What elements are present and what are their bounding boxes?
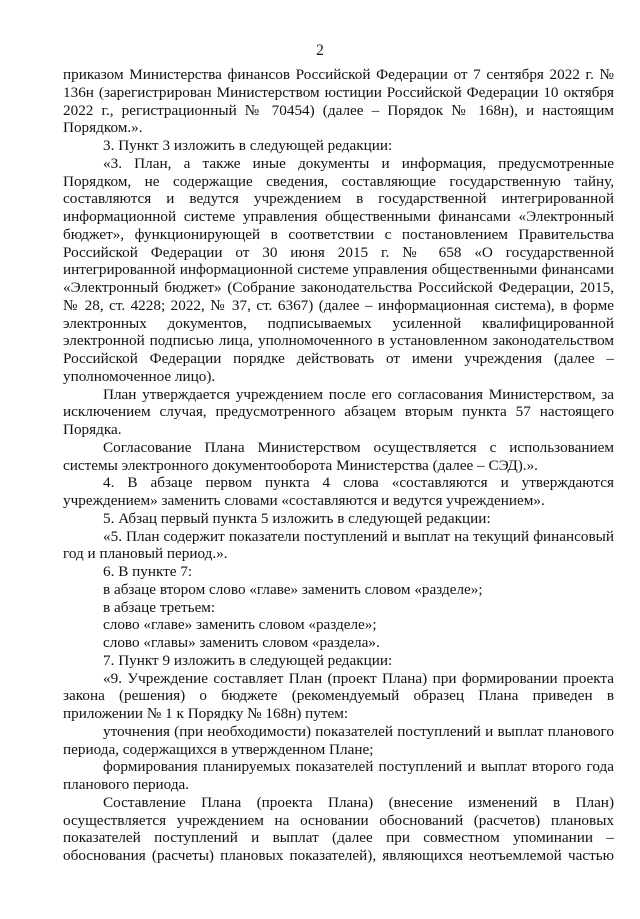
paragraph-10: в абзаце втором слово «главе» заменить словом «разделе»; (103, 580, 483, 598)
paragraph-8: «5. План содержит показатели поступлений и выплат на текущий финансовый год и плановый период.». (63, 527, 614, 563)
paragraph-2: 3. Пункт 3 изложить в следующей редакции: (103, 137, 393, 154)
paragraph-7: 5. Абзац первый пункта 5 изложить в следующей редакции: (103, 509, 491, 527)
paragraph-14: 7. Пункт 9 изложить в следующей редакции: (103, 651, 393, 669)
paragraph-5: Согласование Плана Министерством осуществляется с использованием системы электронного документооборота Министерства (далее – СЭД).». (63, 438, 614, 474)
paragraph-18: Составление Плана (проекта Плана) (внесение изменений в План) осуществляется учреждением на основании обоснований (расчетов) плановых показателей поступлений и выплат (далее при совместном упоминании – обоснования (расчеты) плановых показателей), являющихся неотъемлемой частью (63, 793, 614, 864)
document-body (63, 66, 614, 865)
paragraph-16: уточнения (при необходимости) показателей поступлений и выплат планового периода, содержащихся в утвержденном Плане; (63, 722, 614, 758)
paragraph-17: формирования планируемых показателей поступлений и выплат второго года планового периода. (63, 758, 614, 793)
paragraph-11: в абзаце третьем: (103, 598, 216, 616)
paragraph-6: 4. В абзаце первом пункта 4 слова «составляются и утверждаются учреждением» заменить словами «составляются и ведутся учреждением». (63, 474, 614, 509)
paragraph-4: План утверждается учреждением после его согласования Министерством, за исключением случая, предусмотренного абзацем вторым пункта 57 настоящего Порядка. (63, 385, 614, 438)
paragraph-3: «3. План, а также иные документы и информация, предусмотренные Порядком, не содержащие сведения, составляющие государственную тайну, составляются и ведутся учреждением в государственной интегрированной информационной системе управления общественными финансами «Электронный бюджет», функционирующей в соответствии с постановлением Правительства Российской Федерации от 30 июня 2015 г. № 658 «О государственной интегрированной информационной системе управления общественными финансами «Электронный бюджет» (Собрание законодательства Российской Федерации, 2015, № 28, ст. 4228; 2022, № 37, ст. 6367) (далее – информационная система), в форме электронных документов, подписываемых усиленной квалифицированной электронной подписью лица, уполномоченного в установленном законодательством Российской Федерации порядке действовать от имени учреждения (далее – уполномоченное лицо). (63, 154, 614, 385)
paragraph-12: слово «главе» заменить словом «разделе»; (103, 616, 377, 634)
page-number: 2 (316, 42, 324, 59)
paragraph-1: приказом Министерства финансов Российской Федерации от 7 сентября 2022 г. № 136н (зарегистрирован Министерством юстиции Российской Федерации 10 октября 2022 г., регистрационный № 70454) (далее – Порядок № 168н), и настоящим Порядком.». (63, 66, 614, 137)
paragraph-13: слово «главы» заменить словом «раздела». (103, 634, 380, 651)
paragraph-9: 6. В пункте 7: (103, 563, 193, 580)
paragraph-15: «9. Учреждение составляет План (проект Плана) при формировании проекта закона (решения) о бюджете (рекомендуемый образец Плана приведен в приложении № 1 к Порядку № 168н) путем: (63, 669, 614, 722)
